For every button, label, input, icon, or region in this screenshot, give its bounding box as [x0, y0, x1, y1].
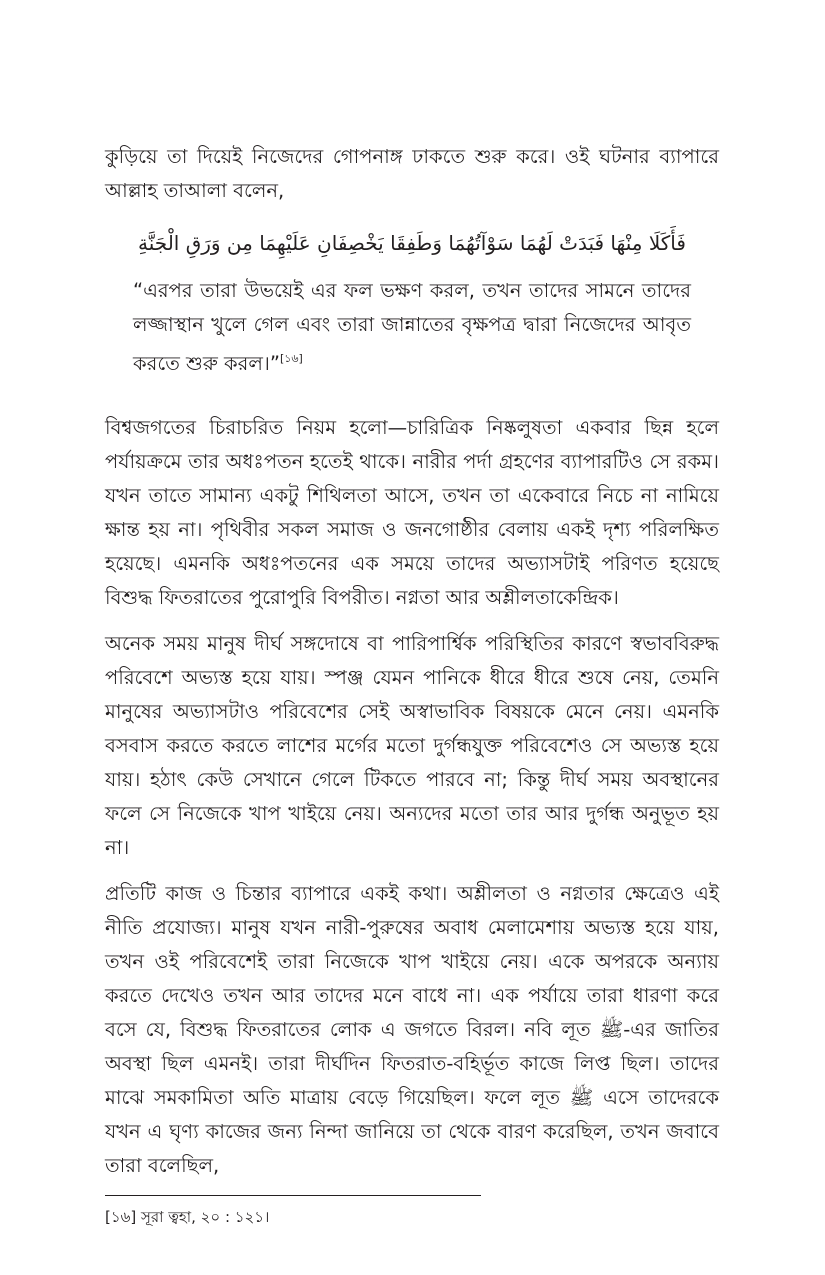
body-paragraph-3: প্রতিটি কাজ ও চিন্তার ব্যাপারে একই কথা। অশ্লীলতা ও নগ্নতার ক্ষেত্রেও এই নীতি প্রযোজ্য। মানুষ যখন নারী-পুরুষের অবাধ মেলামেশায় অভ্যস্ত হয়ে যায়, তখন ওই পরিবেশেই তারা নিজেকে খাপ খাইয়ে নেয়। একে অপরকে অন্যায় করতে দেখেও তখন আর তাদের মনে বাধে না। এক পর্যায়ে তারা ধারণা করে বসে যে, বিশুদ্ধ ফিতরাতের লোক এ জগতে বিরল। নবি লূত ﷺ-এর জাতির অবস্থা ছিল এমনই। তারা দীর্ঘদিন ফিতরাত-বহির্ভূত কাজে লিপ্ত ছিল। তাদের মাঝে সমকামিতা অতি মাত্রায় বেড়ে গিয়েছিল। ফলে লূত ﷺ এসে তাদেরকে যখন এ ঘৃণ্য কাজের জন্য নিন্দা জানিয়ে তা থেকে বারণ করেছিল, তখন জবাবে তারা বলেছিল,: [105, 882, 719, 1177]
page-content: [105, 140, 719, 1230]
footnote-divider: [105, 1195, 481, 1196]
quote-text: “এরপর তারা উভয়েই এর ফল ভক্ষণ করল, তখন তাদের সামনে তাদের লজ্জাস্থান খুলে গেল এবং তারা জান্নাতের বৃক্ষপত্র দ্বারা নিজেদের আবৃত করতে শুরু করল।”: [133, 279, 691, 375]
verse-translation-quote: [133, 274, 691, 381]
intro-paragraph: কুড়িয়ে তা দিয়েই নিজেদের গোপনাঙ্গ ঢাকতে শুরু করে। ওই ঘটনার ব্যাপারে আল্লাহ তাআলা বলেন,: [105, 145, 719, 202]
arabic-verse: فَأَكَلَا مِنْهَا فَبَدَتْ لَهُمَا سَوْآتُهُمَا وَطَفِقَا يَخْصِفَانِ عَلَيْهِمَا مِن وَرَقِ الْجَنَّةِ: [138, 231, 686, 255]
body-paragraph-2: অনেক সময় মানুষ দীর্ঘ সঙ্গদোষে বা পারিপার্শ্বিক পরিস্থিতির কারণে স্বভাববিরুদ্ধ পরিবেশে অভ্যস্ত হয়ে যায়। স্পঞ্জ যেমন পানিকে ধীরে ধীরে শুষে নেয়, তেমনি মানুষের অভ্যাসটাও পরিবেশের সেই অস্বাভাবিক বিষয়কে মেনে নেয়। এমনকি বসবাস করতে করতে লাশের মর্গের মতো দুর্গন্ধযুক্ত পরিবেশেও সে অভ্যস্ত হয়ে যায়। হঠাৎ কেউ সেখানে গেলে টিকতে পারবে না; কিন্তু দীর্ঘ সময় অবস্থানের ফলে সে নিজেকে খাপ খাইয়ে নেয়। অন্যদের মতো তার আর দুর্গন্ধ অনুভূত হয় না।: [105, 632, 719, 859]
footnote: [১৬] সূরা ত্বহা, ২০ : ১২১।: [105, 1208, 270, 1226]
footnote-marker[interactable]: [১৬]: [279, 352, 303, 365]
body-paragraph-1: বিশ্বজগতের চিরাচরিত নিয়ম হলো—চারিত্রিক নিষ্কলুষতা একবার ছিন্ন হলে পর্যায়ক্রমে তার অধঃপতন হতেই থাকে। নারীর পর্দা গ্রহণের ব্যাপারটিও সে রকম। যখন তাতে সামান্য একটু শিথিলতা আসে, তখন তা একেবারে নিচে না নামিয়ে ক্ষান্ত হয় না। পৃথিবীর সকল সমাজ ও জনগোষ্ঠীর বেলায় একই দৃশ্য পরিলক্ষিত হয়েছে। এমনকি অধঃপতনের এক সময়ে তাদের অভ্যাসটাই পরিণত হয়েছে বিশুদ্ধ ফিতরাতের পুরোপুরি বিপরীত। নগ্নতা আর অশ্লীলতাকেন্দ্রিক।: [105, 416, 719, 609]
